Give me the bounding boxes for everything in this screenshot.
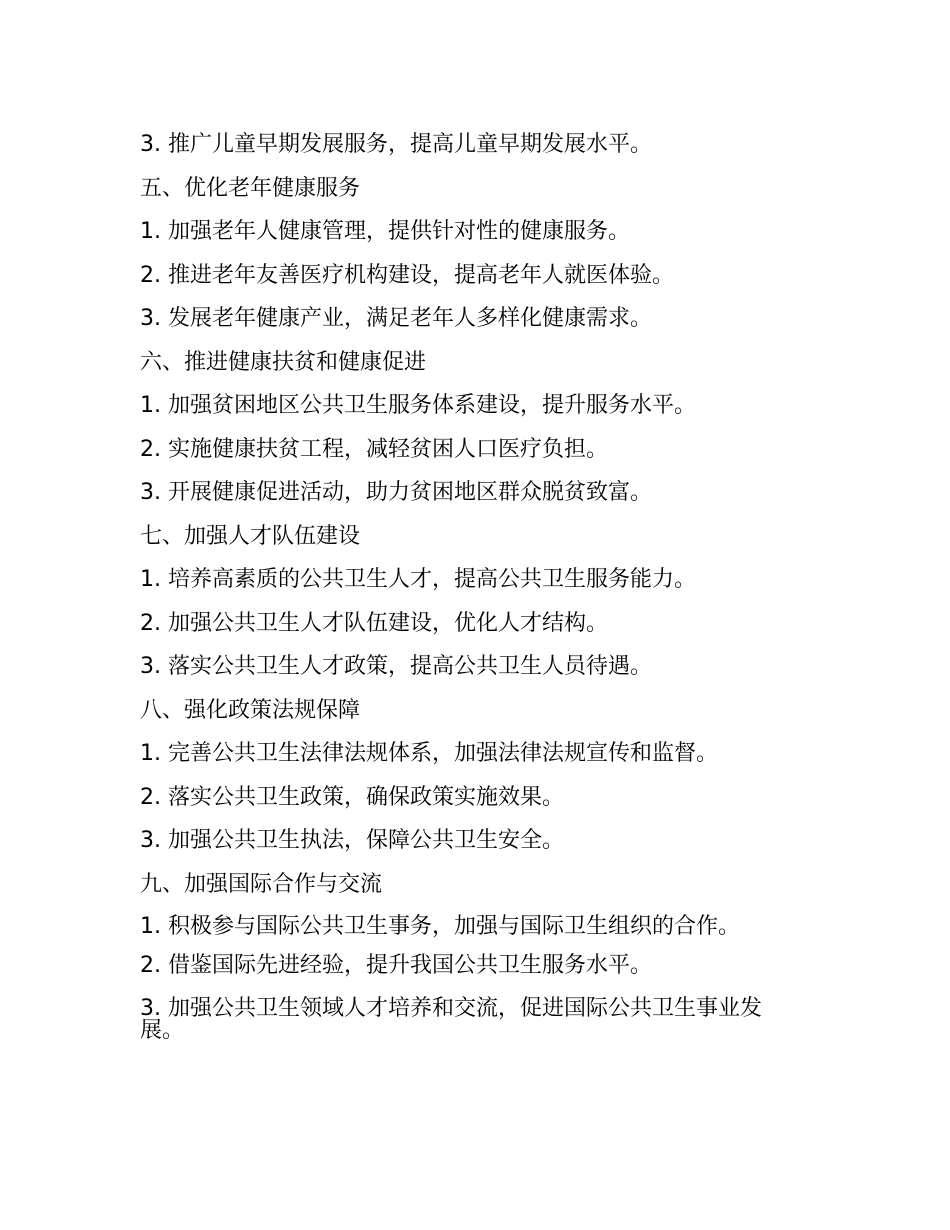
list-item: 3. 落实公共卫生人才政策，提高公共卫生人员待遇。 [140,654,652,679]
list-item: 2. 落实公共卫生政策，确保政策实施效果。 [140,784,564,810]
section-heading: 六、推进健康扶贫和健康促进 [140,349,427,375]
list-item: 3. 加强公共卫生执法，保障公共卫生安全。 [140,828,564,853]
list-item: 2. 实施健康扶贫工程，减轻贫困人口医疗负担。 [140,436,608,462]
list-item: 2. 加强公共卫生人才队伍建设，优化人才结构。 [140,610,608,636]
list-item: 2. 借鉴国际先进经验，提升我国公共卫生服务水平。 [140,953,652,978]
section-heading: 五、优化老年健康服务 [140,175,361,201]
section-heading: 七、加强人才队伍建设 [140,523,361,549]
list-item: 2. 推进老年友善医疗机构建设，提高老年人就医体验。 [140,262,674,288]
list-item: 3. 加强公共卫生领域人才培养和交流，促进国际公共卫生事业发展。 [140,995,762,1043]
section-heading: 九、加强国际合作与交流 [140,871,383,897]
list-item: 1. 培养高素质的公共卫生人才，提高公共卫生服务能力。 [140,567,696,592]
list-item: 1. 积极参与国际公共卫生事务，加强与国际卫生组织的合作。 [140,914,740,939]
section-heading: 八、强化政策法规保障 [140,697,361,723]
list-item: 1. 加强贫困地区公共卫生服务体系建设，提升服务水平。 [140,393,696,418]
list-item: 3. 开展健康促进活动，助力贫困地区群众脱贫致富。 [140,480,652,505]
list-item: 1. 加强老年人健康管理，提供针对性的健康服务。 [140,219,630,244]
list-item: 3. 推广儿童早期发展服务，提高儿童早期发展水平。 [140,132,652,157]
list-item: 1. 完善公共卫生法律法规体系，加强法律法规宣传和监督。 [140,741,718,766]
document-body [140,123,800,1048]
list-item: 3. 发展老年健康产业，满足老年人多样化健康需求。 [140,306,652,331]
